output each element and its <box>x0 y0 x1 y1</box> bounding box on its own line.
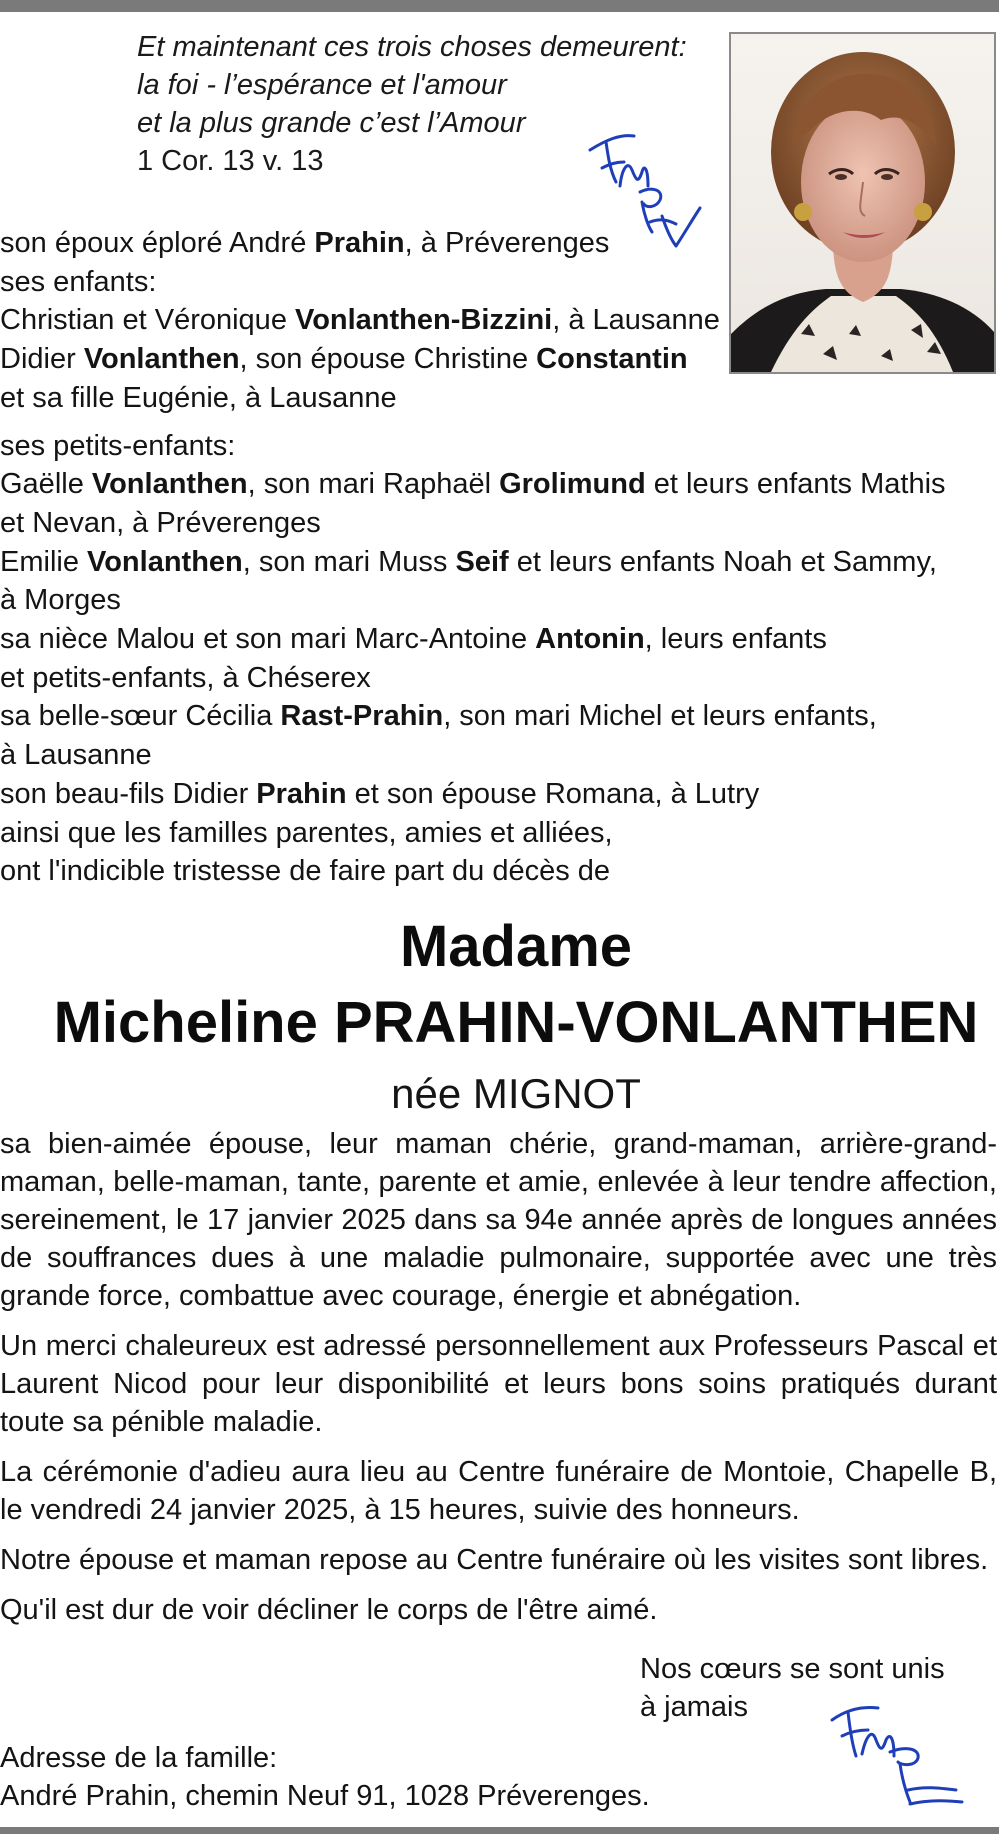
handwritten-initials-bottom <box>828 1700 968 1812</box>
family-niece: sa nièce Malou et son mari Marc-Antoine Antonin, leurs enfants <box>0 623 827 656</box>
family-spouse: son époux éploré André Prahin, à Préverenges <box>0 227 610 259</box>
bottom-border-bar <box>0 1827 999 1834</box>
closing-line-2: à jamais <box>640 1691 748 1723</box>
family-grandchild-2: Emilie Vonlanthen, son mari Muss Seif et leurs enfants Noah et Sammy, <box>0 545 937 578</box>
family-list <box>0 224 990 891</box>
address-value: André Prahin, chemin Neuf 91, 1028 Préverenges. <box>0 1780 650 1812</box>
family-child-1: Christian et Véronique Vonlanthen-Bizzini, à Lausanne <box>0 304 720 337</box>
grandchildren-heading: ses petits-enfants: <box>0 429 236 462</box>
quote-reference: 1 Cor. 13 v. 13 <box>137 145 324 177</box>
quote-line-3: et la plus grande c’est l’Amour <box>137 107 526 139</box>
paragraph-verse: Qu'il est dur de voir décliner le corps de l'être aimé. <box>0 1594 658 1626</box>
obituary-body <box>0 1125 997 1629</box>
family-address <box>0 1739 650 1815</box>
closing-line-1: Nos cœurs se sont unis <box>640 1653 945 1685</box>
family-grandchild-1: Gaëlle Vonlanthen, son mari Raphaël Grolimund et leurs enfants Mathis <box>0 468 946 501</box>
deceased-title: Madame <box>399 914 633 979</box>
family-stepson: son beau-fils Didier Prahin et son épouse Romana, à Lutry <box>0 777 760 810</box>
family-child-2: Didier Vonlanthen, son épouse Christine Constantin <box>0 343 688 376</box>
deceased-maiden-name: née MIGNOT <box>391 1070 641 1117</box>
family-sister-in-law-cont: à Lausanne <box>0 739 152 772</box>
family-niece-cont: et petits-enfants, à Chéserex <box>0 661 371 694</box>
paragraph-tribute: sa bien-aimée épouse, leur maman chérie, grand-maman, arrière-grand-maman, belle-maman, tante, parente et amie, enlevée à leur tendre affection, sereinement, le 17 janvier 2025 dans sa 94e année après de longues années de souffrances dues à une maladie pulmonaire, supportée avec une très grande force, combattue avec courage, énergie et abnégation. <box>0 1128 997 1312</box>
family-grandchild-2-cont: à Morges <box>0 584 121 617</box>
family-grandchild-1-cont: et Nevan, à Préverenges <box>0 506 321 539</box>
family-relatives: ainsi que les familles parentes, amies et alliées, <box>0 816 613 849</box>
children-heading: ses enfants: <box>0 265 157 298</box>
family-child-2-cont: et sa fille Eugénie, à Lausanne <box>0 381 397 414</box>
paragraph-thanks: Un merci chaleureux est adressé personnellement aux Professeurs Pascal et Laurent Nicod pour leur disponibilité et leurs bons soins pratiqués durant toute sa pénible maladie. <box>0 1330 997 1438</box>
family-sister-in-law: sa belle-sœur Cécilia Rast-Prahin, son mari Michel et leurs enfants, <box>0 700 877 733</box>
family-announcement: ont l'indicible tristesse de faire part du décès de <box>0 855 611 888</box>
top-border-bar <box>0 0 999 12</box>
address-label: Adresse de la famille: <box>0 1742 278 1774</box>
paragraph-ceremony: La cérémonie d'adieu aura lieu au Centre funéraire de Montoie, Chapelle B, le vendredi 24 janvier 2025, à 15 heures, suivie des honneurs. <box>0 1456 997 1526</box>
quote-line-2: la foi - l’espérance et l'amour <box>137 69 507 101</box>
quote-line-1: Et maintenant ces trois choses demeurent: <box>137 31 687 63</box>
paragraph-visits: Notre épouse et maman repose au Centre funéraire où les visites sont libres. <box>0 1544 989 1576</box>
deceased-name: Micheline PRAHIN-VONLANTHEN <box>53 990 979 1055</box>
